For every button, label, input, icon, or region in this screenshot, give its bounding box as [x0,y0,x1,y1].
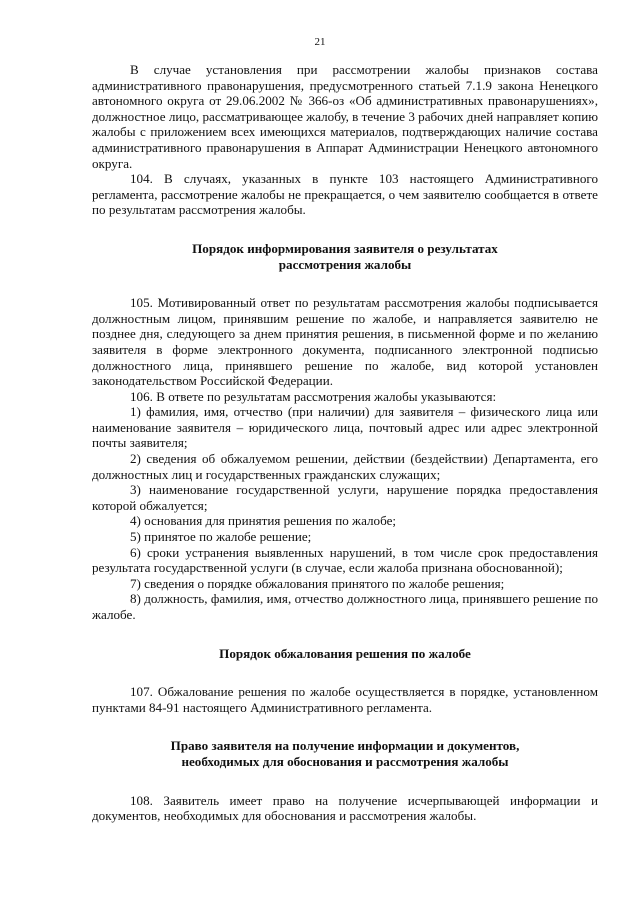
paragraph-106: 106. В ответе по результатам рассмотрения жалобы указываются: [130,388,497,404]
document-body [92,62,598,824]
list-item-7: 7) сведения о порядке обжалования принятого по жалобе решения; [130,575,505,591]
heading-line: Право заявителя на получение информации и документов, [170,738,520,754]
paragraph-107: 107. Обжалование решения по жалобе осуществляется в порядке, установленном пунктами 84-91 настоящего Административного регламента. [92,684,598,715]
section-heading-appeal [92,646,598,662]
heading-line: необходимых для обоснования и рассмотрения жалобы [181,753,509,769]
list-item-1: 1) фамилия, имя, отчество (при наличии) для заявителя – физического лица или наименование заявителя – юридического лица, почтовый адрес или адрес электронной почты заявителя; [92,404,598,451]
section-heading-rights [92,738,598,769]
paragraph-104: 104. В случаях, указанных в пункте 103 настоящего Административного регламента, рассмотрение жалобы не прекращается, о чем заявителю сообщается в ответе по результатам рассмотрения жалобы. [92,171,598,218]
paragraph-108: 108. Заявитель имеет право на получение исчерпывающей информации и документов, необходимых для обоснования и рассмотрения жалобы. [92,792,598,824]
paragraph-105: 105. Мотивированный ответ по результатам рассмотрения жалобы подписывается должностным лицом, принявшим решение по жалобе, и направляется заявителю не позднее дня, следующего за днем принятия решения, в письменной форме и по желанию заявителя в форме электронного документа, подписанного электронной подписью должностного лица, принявшего решение по жалобе, вид которой установлен законодательством Российской Федерации. [92,295,598,389]
heading-line: рассмотрения жалобы [278,256,412,272]
list-item-2: 2) сведения об обжалуемом решении, действии (бездействии) Департамента, его должностных лиц и государственных гражданских служащих; [92,451,598,482]
page-number: 21 [314,36,326,48]
list-item-5: 5) принятое по жалобе решение; [130,529,312,545]
heading-line: Порядок информирования заявителя о результатах [192,240,498,256]
section-heading-informing [92,241,598,272]
heading-line: Порядок обжалования решения по жалобе [219,645,471,661]
list-item-6: 6) сроки устранения выявленных нарушений, в том числе срок предоставления результата государственной услуги (в случае, если жалоба признана обоснованной); [92,544,598,576]
list-item-3: 3) наименование государственной услуги, нарушение порядка предоставления которой обжалуется; [92,482,598,513]
list-item-4: 4) основания для принятия решения по жалобе; [130,513,397,529]
paragraph-103-continuation: В случае установления при рассмотрении жалобы признаков состава административного правонарушения, предусмотренного статьей 7.1.9 закона Ненецкого автономного округа от 29.06.2002 № 366-оз «Об административных правонарушениях», должностное лицо, рассматривающее жалобу, в течение 3 рабочих дней направляет копию жалобы с приложением всех имеющихся материалов, подтверждающих наличие состава административного правонарушения в Аппарат Администрации Ненецкого автономного округа. [92,62,598,171]
list-item-8: 8) должность, фамилия, имя, отчество должностного лица, принявшего решение по жалобе. [92,591,598,622]
